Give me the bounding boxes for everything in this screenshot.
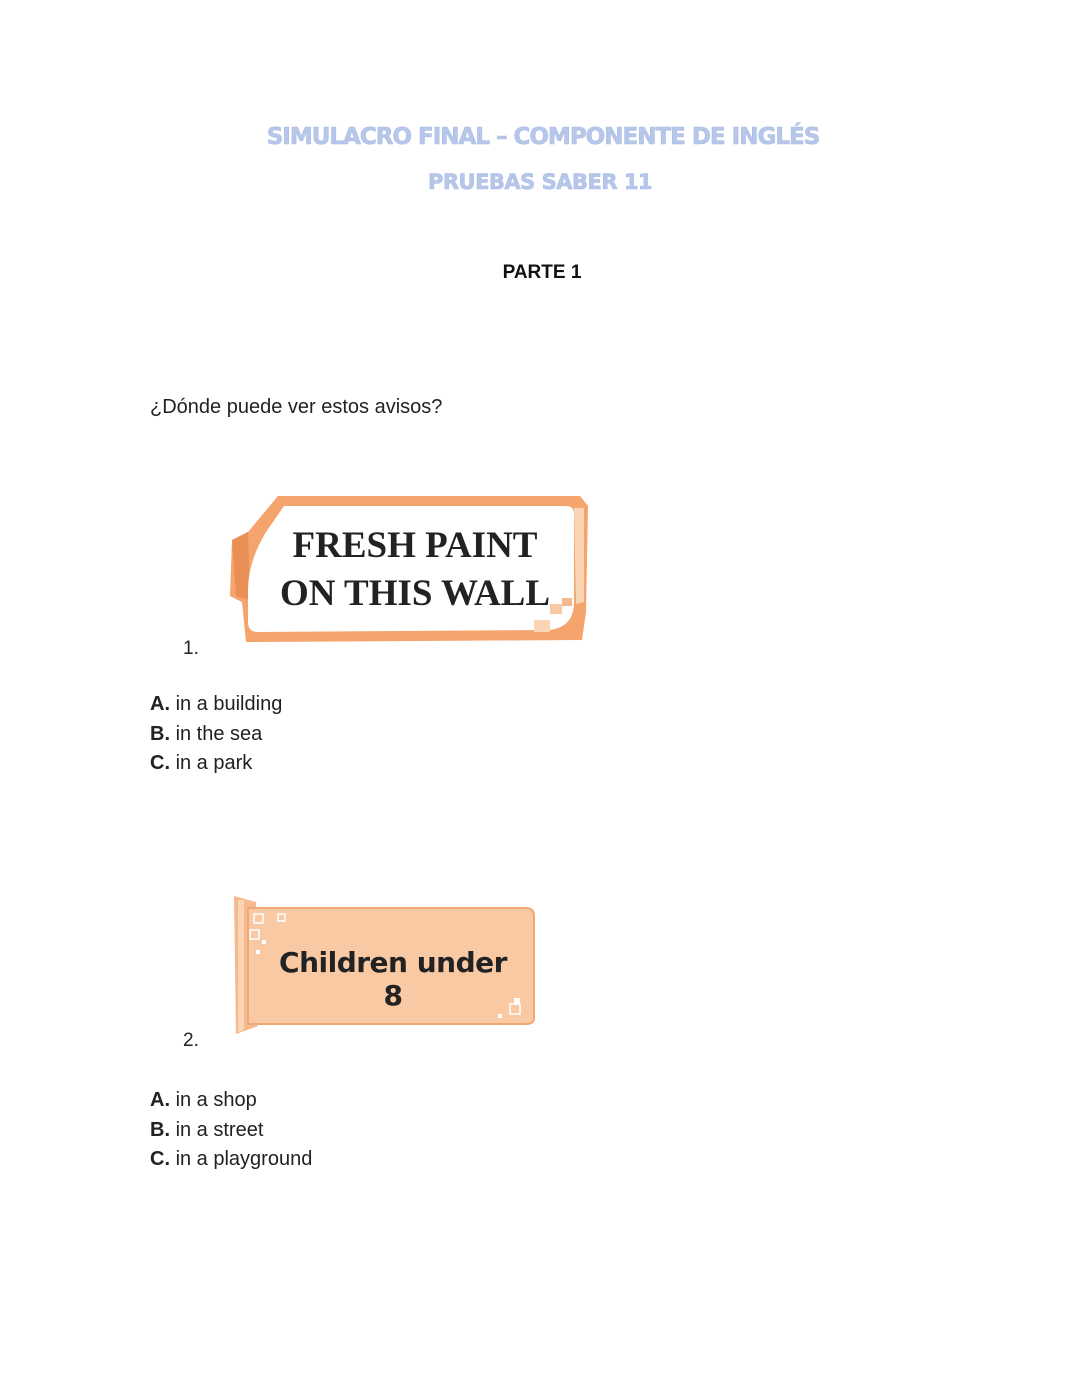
answer-options — [150, 690, 282, 779]
option-letter: B. — [150, 722, 170, 745]
option-c[interactable] — [150, 749, 282, 779]
option-a[interactable] — [150, 690, 282, 720]
option-letter: A. — [150, 693, 170, 715]
option-a[interactable] — [150, 1086, 312, 1116]
answer-options — [150, 1086, 312, 1175]
option-b[interactable] — [150, 1116, 312, 1146]
option-text: in a shop — [175, 1089, 257, 1111]
option-c[interactable] — [150, 1145, 312, 1175]
option-letter: A. — [150, 1089, 170, 1111]
option-text: in the sea — [175, 722, 263, 745]
option-text: in a street — [175, 1118, 264, 1141]
option-text: in a building — [175, 693, 283, 715]
option-letter: C. — [150, 1148, 170, 1170]
sign-1-text — [250, 522, 580, 618]
option-text: in a park — [175, 752, 253, 774]
question-number: 2. — [183, 1030, 199, 1051]
question-number: 1. — [183, 638, 199, 659]
sign-2-text: Children under 8 — [279, 946, 507, 1012]
option-letter: C. — [150, 752, 170, 774]
sign-1-line-1: FRESH PAINT — [292, 525, 538, 566]
instruction-text: ¿Dónde puede ver estos avisos? — [150, 396, 443, 418]
part-heading: PARTE 1 — [502, 262, 582, 283]
sign-1-line-2: ON THIS WALL — [279, 573, 551, 614]
document-title: SIMULACRO FINAL – COMPONENTE DE INGLÉS — [266, 124, 820, 150]
option-b[interactable] — [150, 720, 282, 750]
option-text: in a playground — [175, 1148, 313, 1170]
document-subtitle: PRUEBAS SABER 11 — [427, 170, 653, 194]
option-letter: B. — [150, 1118, 170, 1141]
